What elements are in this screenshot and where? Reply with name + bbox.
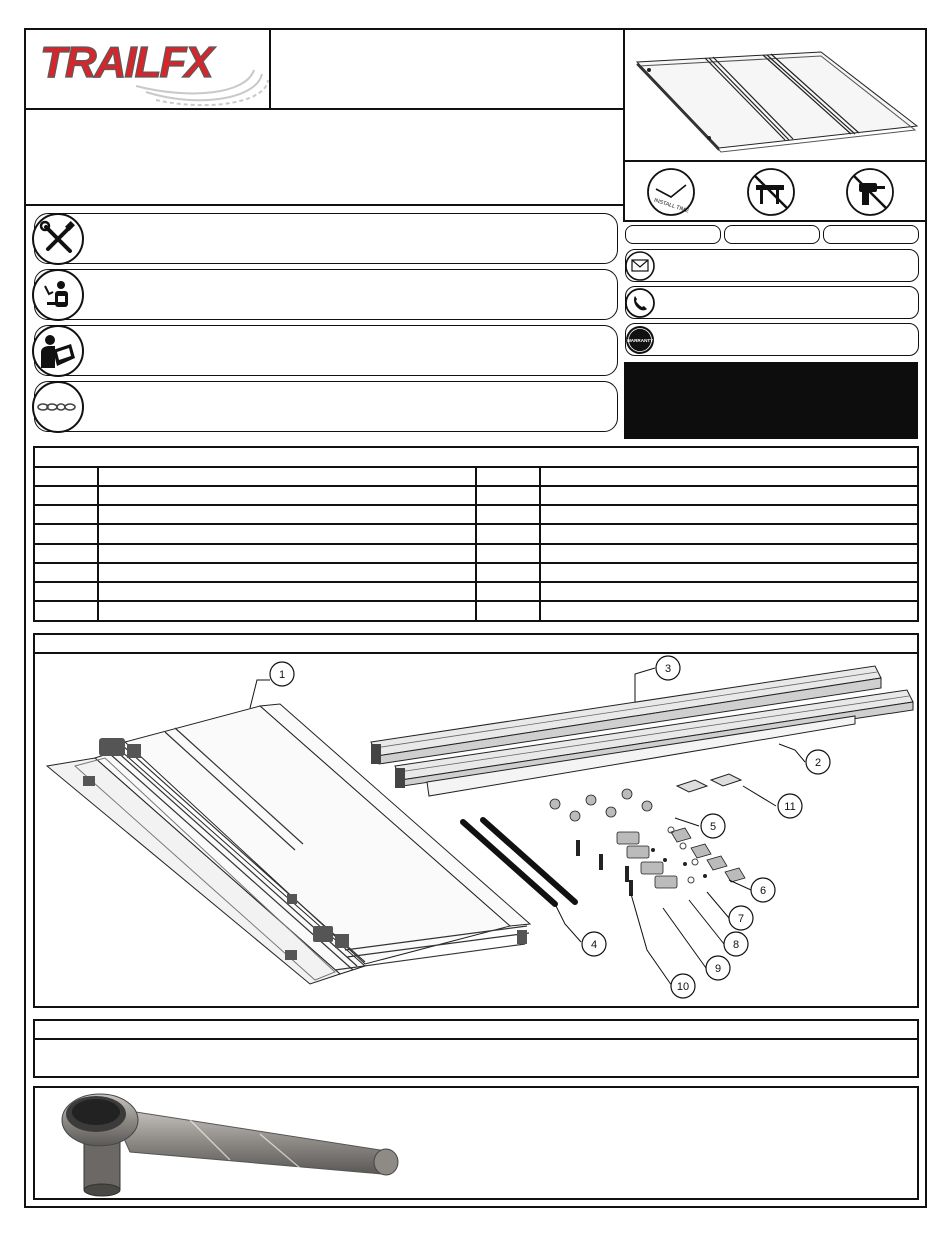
callout-8 (724, 932, 748, 956)
logo-cell (24, 28, 271, 110)
product-image-cell (623, 28, 927, 162)
callout-11 (778, 794, 802, 818)
clock-caption: INSTALL TIME (653, 197, 690, 215)
install-time-field (625, 225, 721, 244)
callout-label: 8 (732, 939, 740, 951)
callout-2 (806, 750, 830, 774)
callout-4 (582, 932, 606, 956)
side-rails (371, 666, 913, 796)
callout-label: 1 (278, 669, 286, 681)
tools-header-rule (33, 1038, 919, 1040)
warranty-badge-icon (624, 324, 658, 356)
tools-icon (31, 212, 85, 266)
callout-label: 5 (709, 821, 717, 833)
notice-row-tools (34, 213, 618, 264)
phone-row[interactable] (625, 286, 919, 319)
callout-label: 2 (814, 757, 822, 769)
parts-table-row-rule (33, 523, 919, 525)
notice-row-assistance (34, 269, 618, 320)
cutting-field (724, 225, 820, 244)
callout-10 (671, 974, 695, 998)
no-drilling-icon (845, 167, 895, 217)
callout-3 (656, 656, 680, 680)
parts-table-row-rule (33, 543, 919, 545)
callout-label: 3 (664, 663, 672, 675)
tonneau-cover-image (625, 30, 925, 160)
warranty-badge-text: WARRANTY (626, 338, 654, 343)
parts-table-row-rule (33, 562, 919, 564)
callout-label: 11 (784, 801, 796, 813)
hardware (550, 789, 745, 888)
notice-row-hardware (34, 381, 618, 432)
callout-label: 4 (590, 939, 598, 951)
callout-6 (751, 878, 775, 902)
callout-label: 6 (759, 885, 767, 897)
drilling-field (823, 225, 919, 244)
callout-7 (729, 906, 753, 930)
assistance-icon (31, 268, 85, 322)
tools-section (33, 1019, 919, 1078)
envelope-icon (624, 250, 658, 282)
parts-table-row-rule (33, 581, 919, 583)
exploded-parts-diagram (35, 654, 917, 1006)
notice-row-instructions (34, 325, 618, 376)
title-cell (269, 28, 625, 110)
callout-label: 10 (676, 981, 690, 993)
subtitle-cell (24, 108, 625, 206)
no-cutting-icon (746, 167, 796, 217)
parts-table-row-rule (33, 485, 919, 487)
clock-icon (646, 167, 696, 217)
callout-label: 9 (714, 963, 722, 975)
trailfx-logo (26, 30, 269, 108)
logo-text: TRAILFX (40, 38, 212, 87)
callout-1 (270, 662, 294, 686)
black-info-panel (624, 362, 918, 439)
warranty-row[interactable] (625, 323, 919, 356)
read-instructions-icon (31, 324, 85, 378)
ratchet-wrench-image (50, 1090, 410, 1198)
hardware-chain-icon (31, 380, 85, 434)
phone-icon (624, 287, 658, 319)
parts-table-row-rule (33, 600, 919, 602)
callout-label: 7 (737, 913, 745, 925)
email-row[interactable] (625, 249, 919, 282)
callout-9 (706, 956, 730, 980)
pads (677, 774, 741, 792)
callout-5 (701, 814, 725, 838)
parts-table-row-rule (33, 504, 919, 506)
